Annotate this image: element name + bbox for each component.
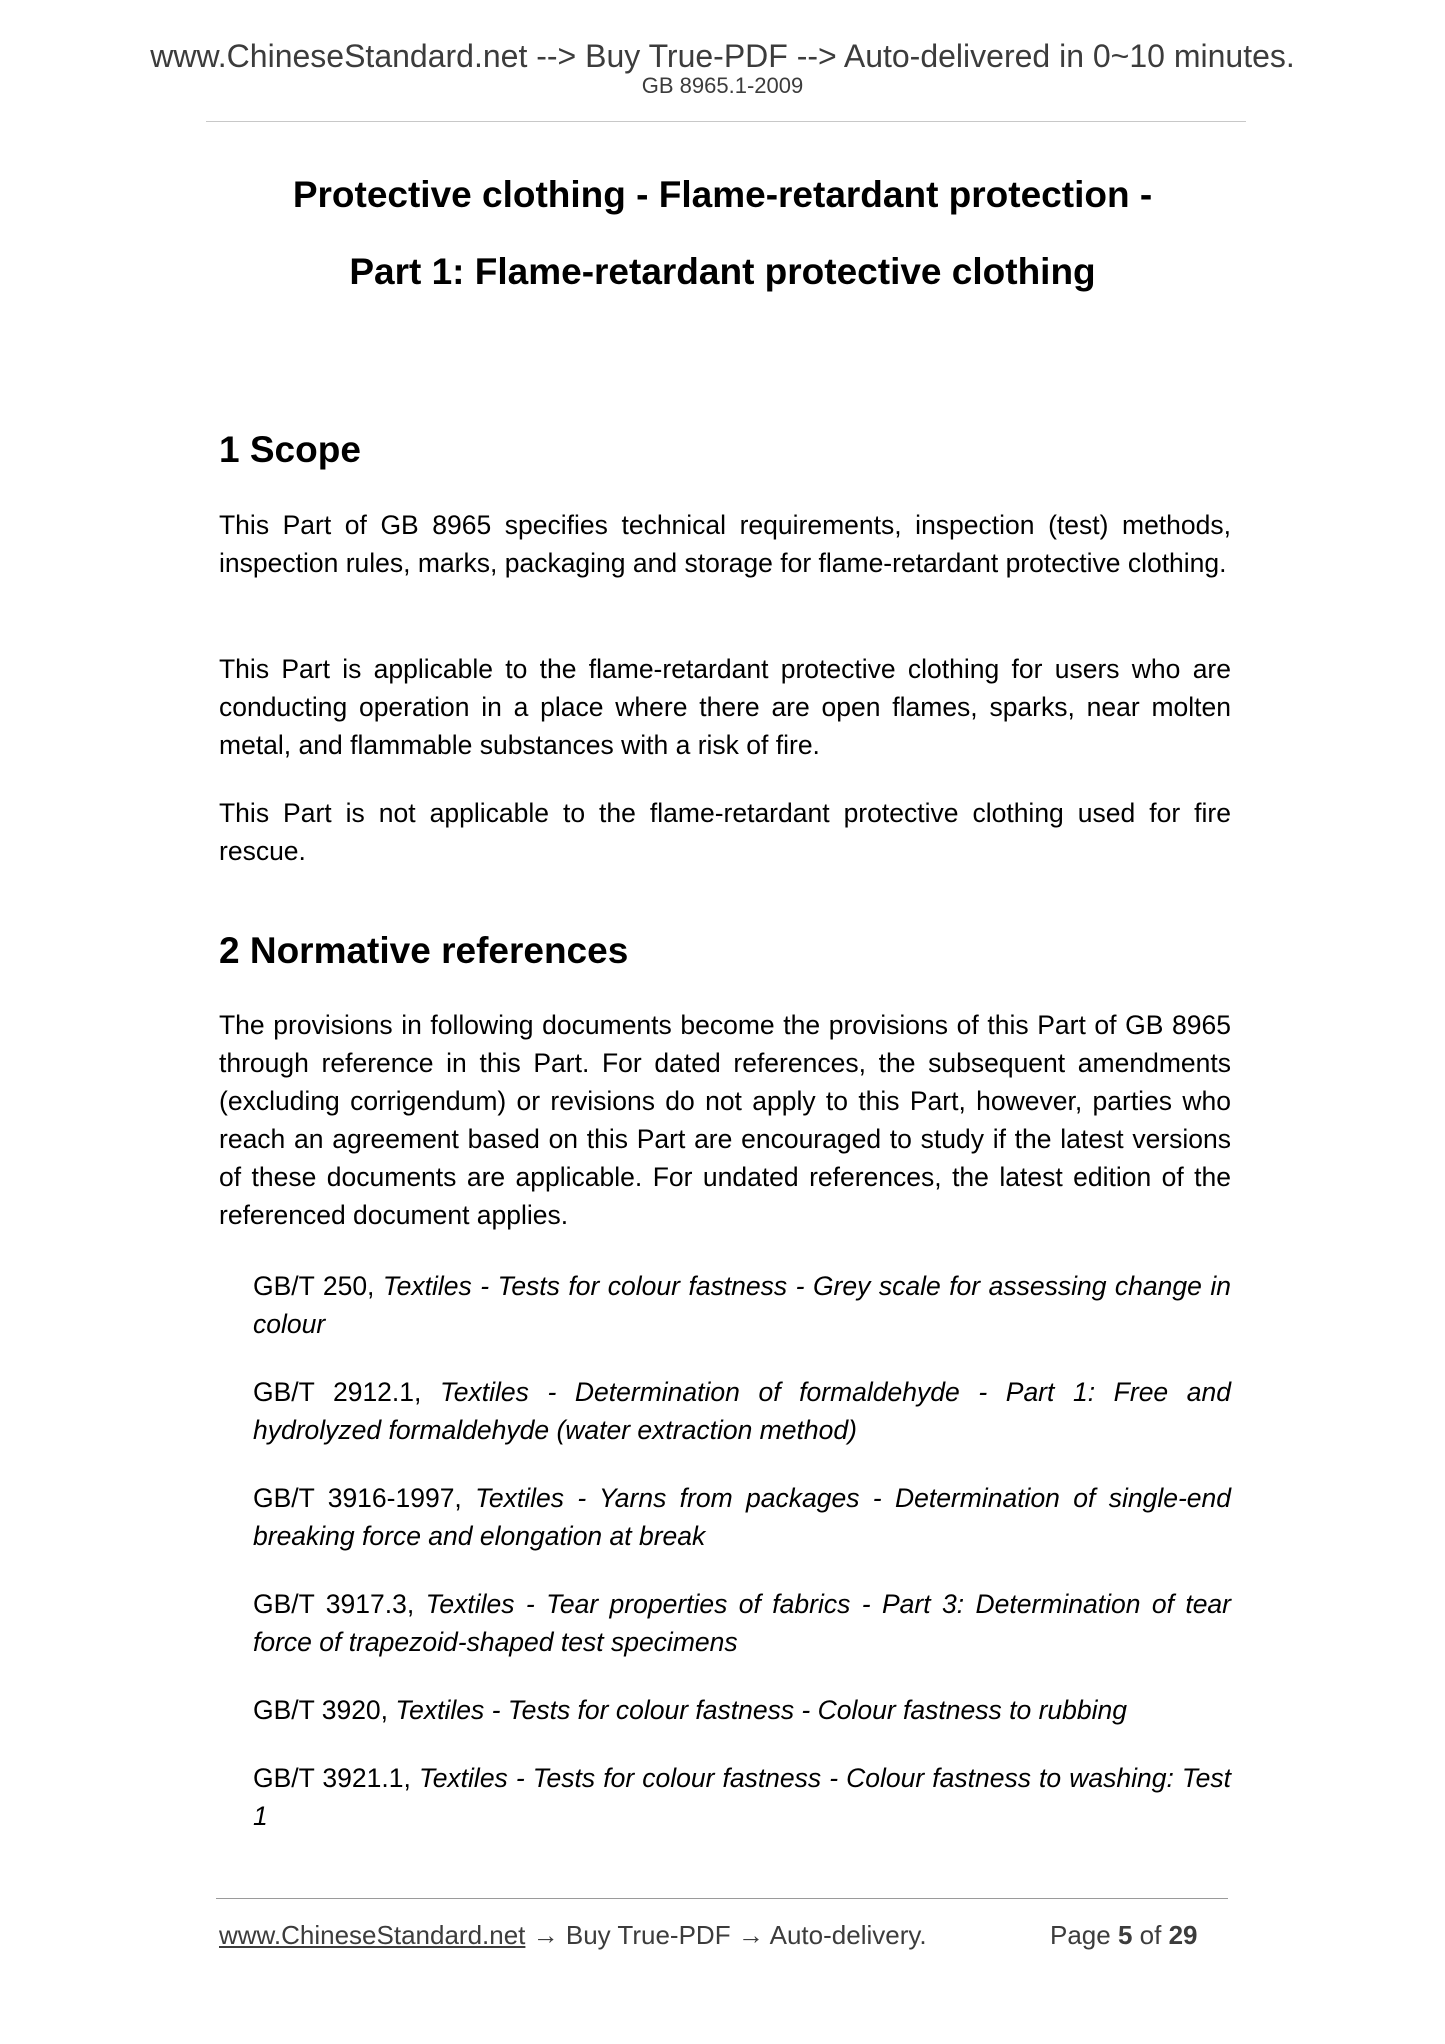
reference-title: Textiles - Tests for colour fastness - Grey scale for assessing change in colour bbox=[253, 1271, 1231, 1339]
arrow-right-icon: → bbox=[737, 1920, 764, 1950]
normative-references-intro: The provisions in following documents become the provisions of this Part of GB 8965 through reference in this Part. For dated references, the subsequent amendments (excluding corrigendum) or revisions do not apply to this Part, however, parties who reach an agreement based on this Part are encouraged to study if the latest versions of these documents are applicable. For undated references, the latest edition of the referenced document applies. bbox=[219, 1010, 1231, 1230]
reference-title: Textiles - Tear properties of fabrics - Part 3: Determination of tear force of trapezoid-shaped test specimens bbox=[253, 1589, 1231, 1657]
arrow-right-icon: → bbox=[532, 1920, 559, 1950]
reference-item bbox=[253, 1373, 1231, 1449]
reference-item bbox=[253, 1479, 1231, 1555]
section-heading-normative-references: 2 Normative references bbox=[219, 930, 629, 971]
footer-buy-text: Buy True-PDF bbox=[565, 1920, 731, 1950]
reference-item bbox=[253, 1267, 1231, 1343]
reference-item bbox=[253, 1691, 1231, 1729]
reference-code: GB/T 2912.1, bbox=[253, 1377, 422, 1407]
reference-title: Textiles - Tests for colour fastness - Colour fastness to washing: Test 1 bbox=[253, 1763, 1231, 1831]
scope-paragraph-1: This Part of GB 8965 specifies technical requirements, inspection (test) methods, inspection rules, marks, packaging and storage for flame-retardant protective clothing. bbox=[219, 510, 1231, 578]
reference-code: GB/T 3920, bbox=[253, 1695, 389, 1725]
header-divider bbox=[206, 121, 1246, 122]
section-heading-scope: 1 Scope bbox=[219, 429, 361, 470]
page-number bbox=[1050, 1922, 1198, 1948]
page-of: of bbox=[1139, 1920, 1162, 1950]
footer-promo bbox=[219, 1922, 927, 1948]
source-banner: www.ChineseStandard.net --> Buy True-PDF --> Auto-delivered in 0~10 minutes. bbox=[150, 38, 1295, 74]
footer-auto-text: Auto-delivery. bbox=[769, 1920, 927, 1950]
document-title-line-2: Part 1: Flame-retardant protective clothing bbox=[349, 251, 1096, 292]
reference-code: GB/T 3916-1997, bbox=[253, 1483, 462, 1513]
page-current: 5 bbox=[1117, 1920, 1133, 1950]
reference-code: GB/T 3917.3, bbox=[253, 1589, 415, 1619]
scope-paragraph-3: This Part is not applicable to the flame-retardant protective clothing used for fire rescue. bbox=[219, 798, 1231, 866]
reference-title: Textiles - Tests for colour fastness - Colour fastness to rubbing bbox=[395, 1695, 1127, 1725]
reference-title: Textiles - Yarns from packages - Determination of single-end breaking force and elongation at break bbox=[253, 1483, 1231, 1551]
page-label: Page bbox=[1050, 1920, 1111, 1950]
reference-code: GB/T 3921.1, bbox=[253, 1763, 411, 1793]
reference-title: Textiles - Determination of formaldehyde - Part 1: Free and hydrolyzed formaldehyde (water extraction method) bbox=[253, 1377, 1231, 1445]
footer-divider bbox=[216, 1898, 1228, 1899]
footer-site-link[interactable]: www.ChineseStandard.net bbox=[219, 1920, 526, 1950]
page-total: 29 bbox=[1168, 1920, 1198, 1950]
reference-item bbox=[253, 1585, 1231, 1661]
scope-paragraph-2: This Part is applicable to the flame-retardant protective clothing for users who are conducting operation in a place where there are open flames, sparks, near molten metal, and flammable substances with a risk of fire. bbox=[219, 654, 1231, 760]
document-title-line-1: Protective clothing - Flame-retardant protection - bbox=[292, 174, 1153, 215]
document-code: GB 8965.1-2009 bbox=[641, 73, 804, 98]
reference-code: GB/T 250, bbox=[253, 1271, 375, 1301]
reference-item bbox=[253, 1759, 1231, 1835]
